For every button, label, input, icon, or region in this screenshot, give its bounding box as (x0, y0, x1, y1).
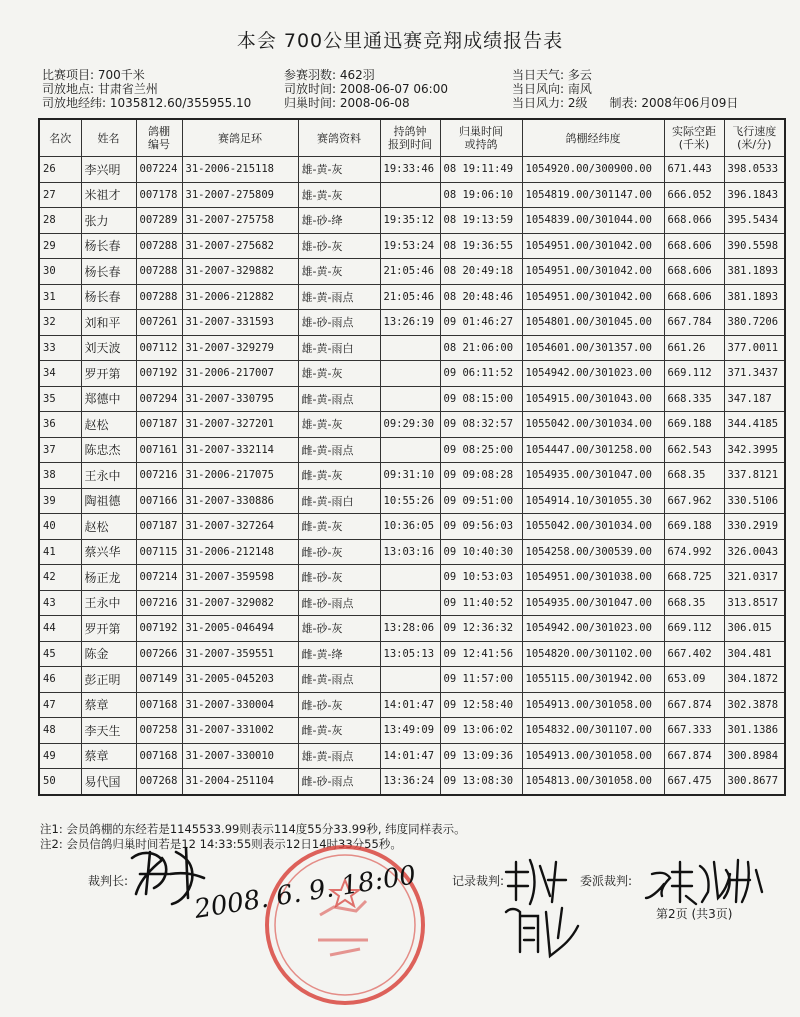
cell-clock-time: 19:35:12 (380, 208, 440, 234)
cell-arrival-time: 09 11:57:00 (440, 667, 522, 693)
cell-ring: 31-2005-046494 (182, 616, 298, 642)
column-header-loft-coords: 鸽棚经纬度 (522, 119, 664, 157)
cell-rank: 37 (39, 437, 81, 463)
delegate-signature (646, 860, 762, 904)
cell-speed: 371.3437 (724, 361, 785, 387)
cell-ring: 31-2006-212148 (182, 539, 298, 565)
cell-ring: 31-2007-275758 (182, 208, 298, 234)
cell-name: 米祖才 (81, 182, 136, 208)
weather: 当日天气: 多云 (512, 68, 592, 82)
cell-rank: 26 (39, 157, 81, 183)
cell-loft-coords: 1054820.00/301102.00 (522, 641, 664, 667)
cell-bird-info: 雄-黄-灰 (298, 182, 380, 208)
cell-arrival-time: 09 10:40:30 (440, 539, 522, 565)
cell-speed: 313.8517 (724, 590, 785, 616)
cell-loft-id: 007288 (136, 259, 182, 285)
cell-speed: 347.187 (724, 386, 785, 412)
cell-rank: 36 (39, 412, 81, 438)
cell-clock-time: 10:36:05 (380, 514, 440, 540)
wind-force: 当日风力: 2级 (512, 96, 588, 110)
cell-bird-info: 雌-砂-雨点 (298, 590, 380, 616)
cell-bird-info: 雄-砂-灰 (298, 616, 380, 642)
cell-distance: 674.992 (664, 539, 724, 565)
release-coords: 司放地经纬: 1035812.60/355955.10 (42, 96, 252, 110)
cell-loft-id: 007187 (136, 514, 182, 540)
cell-rank: 30 (39, 259, 81, 285)
cell-loft-coords: 1054801.00/301045.00 (522, 310, 664, 336)
cell-distance: 666.052 (664, 182, 724, 208)
cell-speed: 321.0317 (724, 565, 785, 591)
cell-speed: 337.8121 (724, 463, 785, 489)
cell-loft-coords: 1054920.00/300900.00 (522, 157, 664, 183)
cell-bird-info: 雄-砂-灰 (298, 233, 380, 259)
cell-distance: 669.112 (664, 616, 724, 642)
return-time: 归巢时间: 2008-06-08 (284, 96, 410, 110)
cell-clock-time: 14:01:47 (380, 692, 440, 718)
cell-arrival-time: 08 19:06:10 (440, 182, 522, 208)
cell-name: 李兴明 (81, 157, 136, 183)
entry-count: 参赛羽数: 462羽 (284, 68, 375, 82)
cell-rank: 31 (39, 284, 81, 310)
cell-arrival-time: 09 09:56:03 (440, 514, 522, 540)
cell-loft-coords: 1054819.00/301147.00 (522, 182, 664, 208)
cell-arrival-time: 08 19:13:59 (440, 208, 522, 234)
cell-bird-info: 雄-黄-灰 (298, 412, 380, 438)
cell-rank: 38 (39, 463, 81, 489)
cell-loft-id: 007178 (136, 182, 182, 208)
cell-distance: 668.066 (664, 208, 724, 234)
cell-arrival-time: 09 12:41:56 (440, 641, 522, 667)
cell-clock-time: 14:01:47 (380, 743, 440, 769)
cell-ring: 31-2005-045203 (182, 667, 298, 693)
cell-loft-id: 007192 (136, 616, 182, 642)
cell-loft-coords: 1054839.00/301044.00 (522, 208, 664, 234)
cell-distance: 668.725 (664, 565, 724, 591)
note-2: 注2: 会员信鸽归巢时间若是12 14:33:55则表示12日14时33分55秒。 (40, 837, 402, 851)
cell-bird-info: 雌-砂-灰 (298, 692, 380, 718)
cell-loft-id: 007294 (136, 386, 182, 412)
cell-bird-info: 雄-黄-灰 (298, 361, 380, 387)
cell-arrival-time: 09 13:09:36 (440, 743, 522, 769)
cell-arrival-time: 09 13:06:02 (440, 718, 522, 744)
made-date: 制表: 2008年06月09日 (609, 96, 739, 110)
cell-clock-time: 13:28:06 (380, 616, 440, 642)
cell-distance: 668.606 (664, 233, 724, 259)
cell-name: 郑德中 (81, 386, 136, 412)
race-item: 比赛项目: 700千米 (42, 68, 145, 82)
cell-distance: 667.874 (664, 692, 724, 718)
cell-bird-info: 雌-黄-雨白 (298, 488, 380, 514)
cell-loft-coords: 1054914.10/301055.30 (522, 488, 664, 514)
cell-distance: 667.874 (664, 743, 724, 769)
cell-ring: 31-2007-359598 (182, 565, 298, 591)
cell-distance: 668.35 (664, 463, 724, 489)
cell-speed: 344.4185 (724, 412, 785, 438)
cell-name: 杨正龙 (81, 565, 136, 591)
cell-ring: 31-2007-330795 (182, 386, 298, 412)
cell-arrival-time: 09 13:08:30 (440, 769, 522, 795)
column-header-arrival-time: 归巢时间 或持鸽 (440, 119, 522, 157)
cell-ring: 31-2006-215118 (182, 157, 298, 183)
cell-speed: 390.5598 (724, 233, 785, 259)
cell-rank: 41 (39, 539, 81, 565)
cell-name: 王永中 (81, 590, 136, 616)
cell-name: 蔡章 (81, 692, 136, 718)
cell-arrival-time: 09 10:53:03 (440, 565, 522, 591)
cell-arrival-time: 08 19:11:49 (440, 157, 522, 183)
cell-bird-info: 雌-黄-雨点 (298, 437, 380, 463)
cell-bird-info: 雄-黄-灰 (298, 259, 380, 285)
cell-speed: 377.0011 (724, 335, 785, 361)
cell-speed: 381.1893 (724, 284, 785, 310)
cell-loft-id: 007216 (136, 590, 182, 616)
cell-speed: 381.1893 (724, 259, 785, 285)
cell-loft-id: 007187 (136, 412, 182, 438)
cell-clock-time: 13:49:09 (380, 718, 440, 744)
cell-bird-info: 雌-黄-雨点 (298, 667, 380, 693)
cell-distance: 667.784 (664, 310, 724, 336)
cell-ring: 31-2004-251104 (182, 769, 298, 795)
cell-name: 易代国 (81, 769, 136, 795)
column-header-speed: 飞行速度 (米/分) (724, 119, 785, 157)
cell-name: 蔡章 (81, 743, 136, 769)
cell-arrival-time: 08 21:06:00 (440, 335, 522, 361)
cell-clock-time: 21:05:46 (380, 284, 440, 310)
cell-speed: 302.3878 (724, 692, 785, 718)
cell-bird-info: 雌-黄-灰 (298, 514, 380, 540)
cell-loft-id: 007214 (136, 565, 182, 591)
cell-loft-id: 007268 (136, 769, 182, 795)
cell-name: 刘和平 (81, 310, 136, 336)
cell-loft-id: 007261 (136, 310, 182, 336)
note-1: 注1: 会员鸽棚的东经若是1145533.99则表示114度55分33.99秒, 纬度同样表示。 (40, 822, 466, 836)
cell-ring: 31-2007-329279 (182, 335, 298, 361)
cell-rank: 46 (39, 667, 81, 693)
cell-name: 杨长春 (81, 284, 136, 310)
cell-rank: 39 (39, 488, 81, 514)
cell-bird-info: 雄-砂-雨点 (298, 310, 380, 336)
cell-loft-coords: 1054813.00/301058.00 (522, 769, 664, 795)
cell-ring: 31-2007-359551 (182, 641, 298, 667)
cell-rank: 33 (39, 335, 81, 361)
cell-distance: 668.606 (664, 259, 724, 285)
cell-name: 彭正明 (81, 667, 136, 693)
cell-ring: 31-2007-331593 (182, 310, 298, 336)
cell-speed: 301.1386 (724, 718, 785, 744)
cell-arrival-time: 08 20:48:46 (440, 284, 522, 310)
cell-bird-info: 雄-砂-绛 (298, 208, 380, 234)
cell-speed: 395.5434 (724, 208, 785, 234)
cell-ring: 31-2007-330886 (182, 488, 298, 514)
cell-rank: 40 (39, 514, 81, 540)
cell-loft-coords: 1054951.00/301042.00 (522, 259, 664, 285)
cell-arrival-time: 09 09:51:00 (440, 488, 522, 514)
cell-loft-coords: 1055042.00/301034.00 (522, 514, 664, 540)
release-place: 司放地点: 甘肃省兰州 (42, 82, 158, 96)
cell-loft-coords: 1055115.00/301942.00 (522, 667, 664, 693)
column-header-ring: 赛鸽足环 (182, 119, 298, 157)
cell-speed: 300.8677 (724, 769, 785, 795)
cell-loft-id: 007192 (136, 361, 182, 387)
cell-loft-coords: 1054942.00/301023.00 (522, 361, 664, 387)
cell-clock-time: 19:33:46 (380, 157, 440, 183)
cell-loft-id: 007168 (136, 692, 182, 718)
cell-bird-info: 雄-黄-雨点 (298, 743, 380, 769)
cell-name: 罗开第 (81, 616, 136, 642)
delegate-label: 委派裁判: (580, 874, 633, 888)
cell-clock-time: 13:03:16 (380, 539, 440, 565)
wind-direction: 当日风向: 南风 (512, 82, 592, 96)
cell-distance: 671.443 (664, 157, 724, 183)
page-number: 第2页 (共3页) (656, 907, 733, 921)
cell-ring: 31-2007-330010 (182, 743, 298, 769)
cell-rank: 45 (39, 641, 81, 667)
cell-name: 陈金 (81, 641, 136, 667)
cell-ring: 31-2007-329882 (182, 259, 298, 285)
cell-rank: 49 (39, 743, 81, 769)
cell-arrival-time: 09 11:40:52 (440, 590, 522, 616)
cell-name: 杨长春 (81, 233, 136, 259)
cell-distance: 669.188 (664, 412, 724, 438)
cell-clock-time: 19:53:24 (380, 233, 440, 259)
cell-distance: 667.402 (664, 641, 724, 667)
cell-speed: 342.3995 (724, 437, 785, 463)
cell-loft-coords: 1054942.00/301023.00 (522, 616, 664, 642)
cell-rank: 42 (39, 565, 81, 591)
recorder-signature (506, 860, 578, 956)
cell-loft-id: 007289 (136, 208, 182, 234)
cell-loft-coords: 1054913.00/301058.00 (522, 692, 664, 718)
cell-ring: 31-2007-332114 (182, 437, 298, 463)
cell-rank: 43 (39, 590, 81, 616)
recorder-label: 记录裁判: (452, 874, 505, 888)
cell-speed: 396.1843 (724, 182, 785, 208)
cell-loft-id: 007166 (136, 488, 182, 514)
report-title: 本会 700公里通迅赛竞翔成绩报告表 (236, 30, 564, 52)
cell-loft-coords: 1054601.00/301357.00 (522, 335, 664, 361)
cell-rank: 28 (39, 208, 81, 234)
cell-rank: 47 (39, 692, 81, 718)
cell-speed: 304.1872 (724, 667, 785, 693)
cell-distance: 668.335 (664, 386, 724, 412)
cell-arrival-time: 08 20:49:18 (440, 259, 522, 285)
cell-name: 罗开第 (81, 361, 136, 387)
cell-loft-id: 007266 (136, 641, 182, 667)
cell-speed: 306.015 (724, 616, 785, 642)
cell-loft-coords: 1054447.00/301258.00 (522, 437, 664, 463)
cell-name: 张力 (81, 208, 136, 234)
cell-bird-info: 雌-黄-灰 (298, 463, 380, 489)
cell-name: 赵松 (81, 514, 136, 540)
column-header-distance: 实际空距 (千米) (664, 119, 724, 157)
cell-speed: 380.7206 (724, 310, 785, 336)
cell-bird-info: 雌-黄-灰 (298, 718, 380, 744)
column-header-loft-id: 鸽棚 编号 (136, 119, 182, 157)
cell-loft-coords: 1054951.00/301038.00 (522, 565, 664, 591)
cell-loft-id: 007161 (136, 437, 182, 463)
cell-distance: 668.606 (664, 284, 724, 310)
cell-ring: 31-2006-217075 (182, 463, 298, 489)
cell-clock-time: 09:29:30 (380, 412, 440, 438)
cell-speed: 326.0043 (724, 539, 785, 565)
cell-name: 陈忠杰 (81, 437, 136, 463)
column-header-bird-info: 赛鸽资料 (298, 119, 380, 157)
cell-ring: 31-2006-217007 (182, 361, 298, 387)
cell-speed: 330.2919 (724, 514, 785, 540)
cell-rank: 48 (39, 718, 81, 744)
cell-arrival-time: 09 08:25:00 (440, 437, 522, 463)
cell-distance: 662.543 (664, 437, 724, 463)
cell-loft-id: 007112 (136, 335, 182, 361)
cell-loft-id: 007149 (136, 667, 182, 693)
cell-loft-id: 007115 (136, 539, 182, 565)
cell-rank: 27 (39, 182, 81, 208)
cell-loft-id: 007224 (136, 157, 182, 183)
cell-distance: 667.333 (664, 718, 724, 744)
cell-loft-coords: 1054935.00/301047.00 (522, 590, 664, 616)
cell-loft-id: 007258 (136, 718, 182, 744)
cell-loft-coords: 1054832.00/301107.00 (522, 718, 664, 744)
cell-bird-info: 雌-砂-灰 (298, 539, 380, 565)
cell-distance: 669.188 (664, 514, 724, 540)
cell-distance: 668.35 (664, 590, 724, 616)
cell-loft-coords: 1055042.00/301034.00 (522, 412, 664, 438)
cell-loft-coords: 1054913.00/301058.00 (522, 743, 664, 769)
cell-loft-id: 007288 (136, 284, 182, 310)
column-header-name: 姓名 (81, 119, 136, 157)
cell-name: 蔡兴华 (81, 539, 136, 565)
cell-arrival-time: 09 08:15:00 (440, 386, 522, 412)
cell-distance: 667.475 (664, 769, 724, 795)
cell-loft-coords: 1054258.00/300539.00 (522, 539, 664, 565)
cell-loft-coords: 1054951.00/301042.00 (522, 233, 664, 259)
cell-bird-info: 雄-黄-灰 (298, 157, 380, 183)
cell-arrival-time: 09 12:58:40 (440, 692, 522, 718)
cell-arrival-time: 09 08:32:57 (440, 412, 522, 438)
cell-rank: 34 (39, 361, 81, 387)
release-time: 司放时间: 2008-06-07 06:00 (284, 82, 448, 96)
cell-speed: 330.5106 (724, 488, 785, 514)
cell-loft-coords: 1054951.00/301042.00 (522, 284, 664, 310)
cell-arrival-time: 09 12:36:32 (440, 616, 522, 642)
cell-rank: 50 (39, 769, 81, 795)
cell-name: 李天生 (81, 718, 136, 744)
cell-name: 刘天波 (81, 335, 136, 361)
cell-name: 赵松 (81, 412, 136, 438)
cell-distance: 669.112 (664, 361, 724, 387)
cell-loft-id: 007288 (136, 233, 182, 259)
cell-distance: 653.09 (664, 667, 724, 693)
cell-clock-time: 13:26:19 (380, 310, 440, 336)
cell-speed: 398.0533 (724, 157, 785, 183)
cell-clock-time: 10:55:26 (380, 488, 440, 514)
column-header-clock-time: 持鸽钟 报到时间 (380, 119, 440, 157)
cell-arrival-time: 09 09:08:28 (440, 463, 522, 489)
cell-bird-info: 雌-砂-雨点 (298, 769, 380, 795)
cell-name: 王永中 (81, 463, 136, 489)
cell-ring: 31-2006-212882 (182, 284, 298, 310)
cell-bird-info: 雄-黄-雨点 (298, 284, 380, 310)
cell-bird-info: 雄-黄-雨白 (298, 335, 380, 361)
cell-clock-time: 09:31:10 (380, 463, 440, 489)
cell-bird-info: 雌-砂-灰 (298, 565, 380, 591)
cell-rank: 29 (39, 233, 81, 259)
cell-loft-id: 007216 (136, 463, 182, 489)
cell-loft-coords: 1054935.00/301047.00 (522, 463, 664, 489)
handwritten-date: 2008. 6. 9. 18:00 (192, 860, 419, 925)
cell-rank: 44 (39, 616, 81, 642)
cell-distance: 667.962 (664, 488, 724, 514)
cell-ring: 31-2007-327264 (182, 514, 298, 540)
cell-arrival-time: 09 06:11:52 (440, 361, 522, 387)
cell-rank: 35 (39, 386, 81, 412)
cell-ring: 31-2007-275682 (182, 233, 298, 259)
cell-name: 陶祖德 (81, 488, 136, 514)
cell-ring: 31-2007-330004 (182, 692, 298, 718)
column-header-rank: 名次 (39, 119, 81, 157)
cell-arrival-time: 08 19:36:55 (440, 233, 522, 259)
cell-clock-time: 13:05:13 (380, 641, 440, 667)
cell-speed: 304.481 (724, 641, 785, 667)
cell-rank: 32 (39, 310, 81, 336)
cell-bird-info: 雌-黄-雨点 (298, 386, 380, 412)
cell-ring: 31-2007-327201 (182, 412, 298, 438)
cell-ring: 31-2007-329082 (182, 590, 298, 616)
cell-ring: 31-2007-275809 (182, 182, 298, 208)
cell-arrival-time: 09 01:46:27 (440, 310, 522, 336)
cell-distance: 661.26 (664, 335, 724, 361)
cell-name: 杨长春 (81, 259, 136, 285)
cell-ring: 31-2007-331002 (182, 718, 298, 744)
cell-loft-id: 007168 (136, 743, 182, 769)
cell-loft-coords: 1054915.00/301043.00 (522, 386, 664, 412)
cell-clock-time: 21:05:46 (380, 259, 440, 285)
cell-bird-info: 雌-黄-绛 (298, 641, 380, 667)
cell-speed: 300.8984 (724, 743, 785, 769)
cell-clock-time: 13:36:24 (380, 769, 440, 795)
judge-label: 裁判长: (88, 874, 129, 888)
